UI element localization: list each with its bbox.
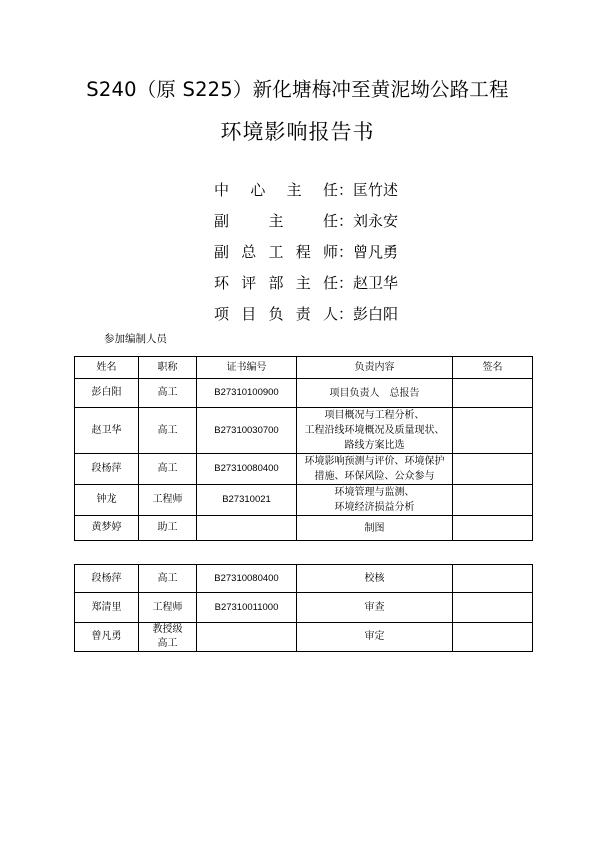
staff-role-char: 人 bbox=[322, 305, 338, 323]
review-name: 曾凡勇 bbox=[75, 623, 139, 652]
staff-role-char: 心 bbox=[250, 181, 266, 199]
participant-name: 段杨萍 bbox=[75, 454, 139, 485]
staff-row bbox=[214, 174, 398, 205]
staff-role-label bbox=[214, 303, 338, 324]
report-title-line2: 环境影响报告书 bbox=[220, 120, 375, 144]
staff-role-char: 副 bbox=[214, 212, 230, 230]
staff-role-char: 评 bbox=[241, 274, 257, 292]
participant-duty-line: 工程沿线环境概况及质量现状、 bbox=[304, 425, 445, 436]
staff-row bbox=[214, 298, 398, 329]
participants-title: 参加编制人员 bbox=[104, 333, 167, 345]
participant-cert: B27310080400 bbox=[197, 454, 297, 485]
participant-duty-line: 制图 bbox=[364, 522, 385, 534]
review-title-line: 教授级 bbox=[152, 624, 183, 635]
staff-role-char: 项 bbox=[214, 305, 230, 323]
participants-table bbox=[74, 356, 533, 541]
review-sign bbox=[453, 623, 533, 652]
staff-role-char: 目 bbox=[241, 305, 257, 323]
staff-role-char: 负 bbox=[268, 305, 284, 323]
participant-row bbox=[75, 379, 533, 408]
participant-cert bbox=[197, 516, 297, 541]
staff-role-char: 环 bbox=[214, 274, 230, 292]
staff-role-label bbox=[214, 272, 338, 293]
participant-duty bbox=[297, 454, 453, 485]
participant-duty-line: 环境经济损益分析 bbox=[334, 502, 415, 513]
staff-role-label bbox=[214, 179, 338, 200]
review-name: 段杨萍 bbox=[75, 565, 139, 593]
staff-role-char: 主 bbox=[286, 181, 302, 199]
participant-duty bbox=[297, 485, 453, 516]
staff-role-char: 任 bbox=[322, 274, 338, 292]
staff-role-char: 师 bbox=[322, 243, 338, 261]
staff-name: 匡竹述 bbox=[353, 181, 399, 199]
review-title bbox=[139, 565, 197, 593]
staff-role-char: 副 bbox=[214, 243, 230, 261]
staff-role-char: 主 bbox=[295, 274, 311, 292]
review-row bbox=[75, 593, 533, 623]
staff-role-label bbox=[214, 241, 338, 262]
participant-duty bbox=[297, 379, 453, 408]
header-duty: 负责内容 bbox=[297, 357, 453, 379]
participant-duty bbox=[297, 408, 453, 454]
report-title-line1: S240（原 S225）新化塘梅冲至黄泥坳公路工程 bbox=[86, 78, 509, 101]
staff-row bbox=[214, 267, 398, 298]
staff-role-char: 主 bbox=[268, 212, 284, 230]
staff-role-char: 中 bbox=[214, 181, 230, 199]
review-cert bbox=[197, 623, 297, 652]
header-title: 职称 bbox=[139, 357, 197, 379]
participant-sign bbox=[453, 516, 533, 541]
header-sign: 签名 bbox=[453, 357, 533, 379]
participant-duty-line: 环境管理与监测、 bbox=[334, 487, 415, 498]
review-title-line: 高工 bbox=[157, 572, 178, 584]
staff-colon: ： bbox=[338, 305, 354, 323]
participant-sign bbox=[453, 485, 533, 516]
participant-duty-line: 项目负责人 总报告 bbox=[329, 387, 420, 399]
review-title-line: 高工 bbox=[157, 638, 178, 649]
staff-colon: ： bbox=[338, 243, 354, 261]
participant-name: 钟龙 bbox=[75, 485, 139, 516]
review-table bbox=[74, 564, 533, 652]
review-title bbox=[139, 623, 197, 652]
staff-role-char: 任 bbox=[322, 212, 338, 230]
staff-colon: ： bbox=[338, 212, 354, 230]
participant-duty bbox=[297, 516, 453, 541]
staff-role-char: 工 bbox=[268, 243, 284, 261]
staff-colon: ： bbox=[338, 274, 354, 292]
review-name: 郑清里 bbox=[75, 593, 139, 623]
review-row bbox=[75, 623, 533, 652]
staff-list bbox=[214, 174, 398, 329]
staff-name: 曾凡勇 bbox=[353, 243, 399, 261]
participant-duty-line: 项目概况与工程分析、 bbox=[324, 410, 425, 421]
review-duty: 校核 bbox=[297, 565, 453, 593]
participant-title: 工程师 bbox=[139, 485, 197, 516]
review-sign bbox=[453, 593, 533, 623]
participant-sign bbox=[453, 408, 533, 454]
review-duty: 审定 bbox=[297, 623, 453, 652]
participant-duty-line: 环境影响预测与评价、环境保护 bbox=[304, 456, 445, 467]
staff-role-label bbox=[214, 210, 338, 231]
participant-sign bbox=[453, 379, 533, 408]
participants-header-row bbox=[75, 357, 533, 379]
header-name: 姓名 bbox=[75, 357, 139, 379]
participant-cert: B27310021 bbox=[197, 485, 297, 516]
participant-row bbox=[75, 516, 533, 541]
participant-name: 彭白阳 bbox=[75, 379, 139, 408]
staff-role-char: 总 bbox=[241, 243, 257, 261]
participant-name: 黄梦婷 bbox=[75, 516, 139, 541]
review-title-line: 工程师 bbox=[152, 601, 183, 613]
staff-row bbox=[214, 236, 398, 267]
staff-name: 彭白阳 bbox=[353, 305, 399, 323]
review-row bbox=[75, 565, 533, 593]
review-cert: B27310080400 bbox=[197, 565, 297, 593]
staff-colon: ： bbox=[338, 181, 354, 199]
participant-cert: B27310100900 bbox=[197, 379, 297, 408]
participant-row bbox=[75, 485, 533, 516]
staff-role-char: 责 bbox=[295, 305, 311, 323]
staff-role-char: 部 bbox=[268, 274, 284, 292]
staff-role-char: 任 bbox=[322, 181, 338, 199]
participant-row bbox=[75, 408, 533, 454]
participant-name: 赵卫华 bbox=[75, 408, 139, 454]
staff-row bbox=[214, 205, 398, 236]
review-title bbox=[139, 593, 197, 623]
header-cert: 证书编号 bbox=[197, 357, 297, 379]
staff-name: 刘永安 bbox=[353, 212, 399, 230]
participant-title: 高工 bbox=[139, 454, 197, 485]
participant-cert: B27310030700 bbox=[197, 408, 297, 454]
participant-title: 高工 bbox=[139, 379, 197, 408]
review-duty: 审查 bbox=[297, 593, 453, 623]
participant-duty-line: 措施、环保风险、公众参与 bbox=[314, 471, 435, 482]
staff-name: 赵卫华 bbox=[353, 274, 399, 292]
participant-row bbox=[75, 454, 533, 485]
participant-title: 高工 bbox=[139, 408, 197, 454]
participant-duty-line: 路线方案比选 bbox=[344, 440, 405, 451]
participant-title: 助工 bbox=[139, 516, 197, 541]
staff-role-char: 程 bbox=[295, 243, 311, 261]
participant-sign bbox=[453, 454, 533, 485]
review-cert: B27310011000 bbox=[197, 593, 297, 623]
review-sign bbox=[453, 565, 533, 593]
